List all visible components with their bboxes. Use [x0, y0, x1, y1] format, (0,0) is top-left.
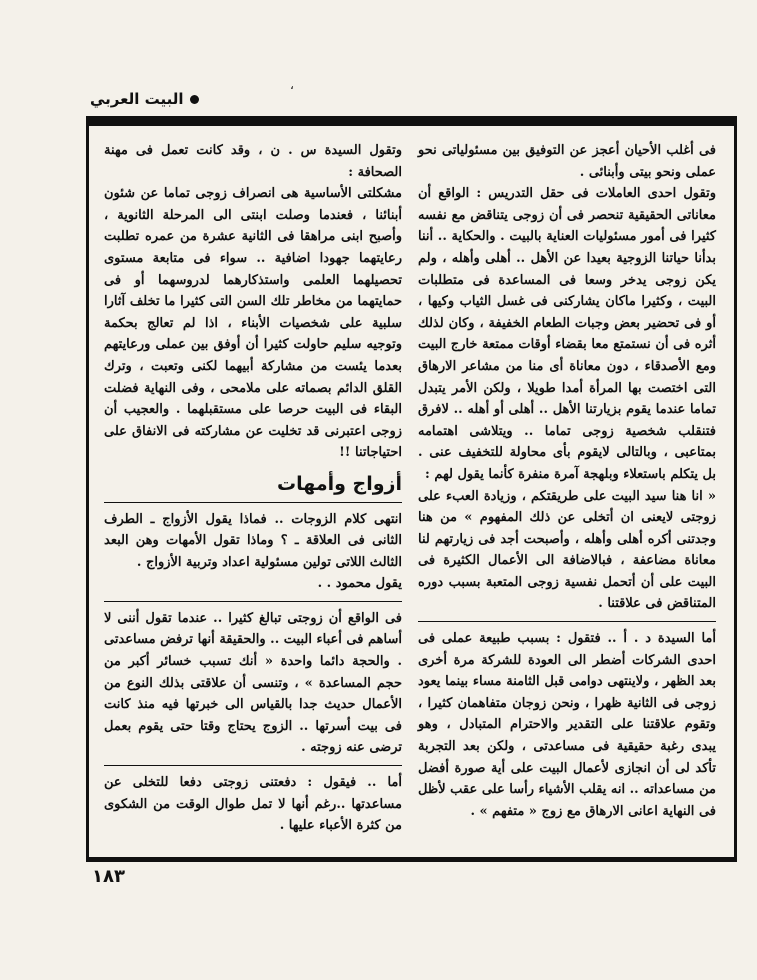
magazine-title: البيت العربي: [90, 90, 184, 108]
page-number: ١٨٣: [92, 866, 125, 887]
paragraph: وتقول السيدة س . ن ، وقد كانت تعمل فى مهنة الصحافة :: [104, 143, 402, 180]
stray-mark: ،: [290, 78, 294, 92]
column-divider: [418, 621, 716, 622]
section-heading: أزواج وأمهات: [277, 472, 402, 495]
paragraph: انتهى كلام الزوجات .. فماذا يقول الأزواج ـ الطرف الثانى فى العلاقة ـ ؟ وماذا تقول الأمهات وهن البعد الثالث اللاتى تولين مسئولية اعداد وتربية الأزواج .: [104, 511, 402, 570]
bottom-rule: [86, 857, 737, 862]
running-header: [90, 90, 199, 108]
paragraph: وتقول احدى العاملات فى حقل التدريس : الواقع أن معاناتى الحقيقية تنحصر فى أن زوجى يتناقض مع نفسه كثيرا فى أمور مسئوليات العناية بالبيت . والحكاية .. أننا بدأنا حياتنا الزوجية بعيدا عن الأهل .. أهلى وأهله ، ولم يكن زوجى يدخر وسعا فى المساعدة فى متطلبات البيت ، وكثيرا ماكان يشاركنى فى غسل الثياب وكيها ، أو فى تحضير بعض وجبات الطعام الخفيفة ، وكان لذلك أثره فى أن نستمتع معا بقضاء أوقات ممتعة خارج البيت ومع الأصدقاء ، دون معاناة أى منا من مشاعر الارهاق التى اختصت بها المرأة أمدا طويلا ، ولكن الأمر يتبدل تماما عندما يقوم بزيارتنا الأهل .. أهلى أو أهله .. لافرق فتنقلب شخصية زوجى تماما .. ويتلاشى اهتمامه بمتاعبى ، وبالتالى لايقوم بأى محاولة للتخفيف عنى . بل يتكلم باستعلاء وبلهجة آمرة منفرة كأنما يقول لهم :: [418, 186, 716, 482]
paragraph: يقول محمود . .: [317, 576, 402, 592]
paragraph: فى الواقع أن زوجتى تبالغ كثيرا .. عندما تقول أننى لا أساهم فى أعباء البيت .. والحقيقة أنها ترفض مساعدتى . والحجة دائما واحدة « أنك تسبب خسائر أكبر من حجم المساعدة » ، وتنسى أن علاقتى بذلك النوع من الأعمال حديث جدا بالقياس الى خبرتها فيه منذ كانت فى بيت أسرتها .. الزوج يحتاج وقتا حتى يقوم بعمل ترضى عنه زوجته .: [104, 610, 402, 756]
paragraph: أما السيدة د . أ .. فتقول : بسبب طبيعة عملى فى احدى الشركات أضطر الى العودة للشركة مرة أخرى بعد الظهر ، ولاينتهى دوامى قبل الثامنة مساء بينما يعود زوجى فى الثانية ظهرا ، ونحن زوجان متفاهمان كثيرا ، وتقوم علاقتنا على التقدير والاحترام المتبادل ، وهو يبدى رغبة حقيقية فى مساعدتى ، ولكن بعد التجربة تأكد لى أن انجازى لأعمال البيت على أية صورة أفضل من مساعداته .. انه يقلب الأشياء رأسا على عقب لأظل فى النهاية اعانى الارهاق مع زوج « متفهم » .: [418, 631, 716, 819]
column-divider: [104, 765, 402, 766]
column-divider: [104, 502, 402, 503]
quote-paragraph: « انا هنا سيد البيت على طريقتكم ، وزيادة العبء على زوجتى لايعنى ان أتخلى عن ذلك المفهوم » من هنا وجدتنى أكره أهلى وأهله ، وأصبحت أجد فى زيارتهم لنا معاناة مضاعفة ، فبالاضافة الى الأعمال الكثيرة فى البيت على أن أتحمل نفسية زوجى المتعبة بسبب دوره المتناقض فى علاقتنا .: [418, 488, 716, 612]
right-column: [418, 140, 716, 822]
paragraph: فى أغلب الأحيان أعجز عن التوفيق بين مسئولياتى نحو عملى ونحو بيتى وأبنائى .: [418, 143, 716, 180]
paragraph: مشكلتى الأساسية هى انصراف زوجى تماما عن شئون أبنائنا ، فعندما وصلت ابنتى الى المرحلة الثانوية ، وأصبح ابنى مراهقا فى الثانية عشرة من عمره تطلبت رعايتهما جهودا اضافية .. سواء فى متابعة مستوى تحصيلهما العلمى واستذكارهما لدروسهما أو فى حمايتهما من مخاطر تلك السن التى كثيرا ما تخلف آثارا سلبية على شخصيات الأبناء ، اذا لم تعالج بحكمة وتوجيه سليم حاولت كثيرا أن أوفق بين عملى ورعايتهم بعدما يئست من مشاركة أبيهما لكنى وتعبت ، وترك القلق الدائم بصماته على ملامحى ، وفى النهاية فضلت البقاء فى البيت حرصا على مستقبلهما . والعجيب أن زوجى اعتبرنى قد تخليت عن مشاركته فى الانفاق على احتياجاتنا !!: [104, 186, 402, 461]
left-column: [104, 140, 402, 837]
paragraph: أما .. فيقول : دفعتنى زوجتى دفعا للتخلى عن مساعدتها ..رغم أنها لا تمل طوال الوقت من الشكوى من كثرة الأعباء عليها .: [104, 775, 402, 834]
column-divider: [104, 601, 402, 602]
bullet-icon: [190, 95, 199, 104]
